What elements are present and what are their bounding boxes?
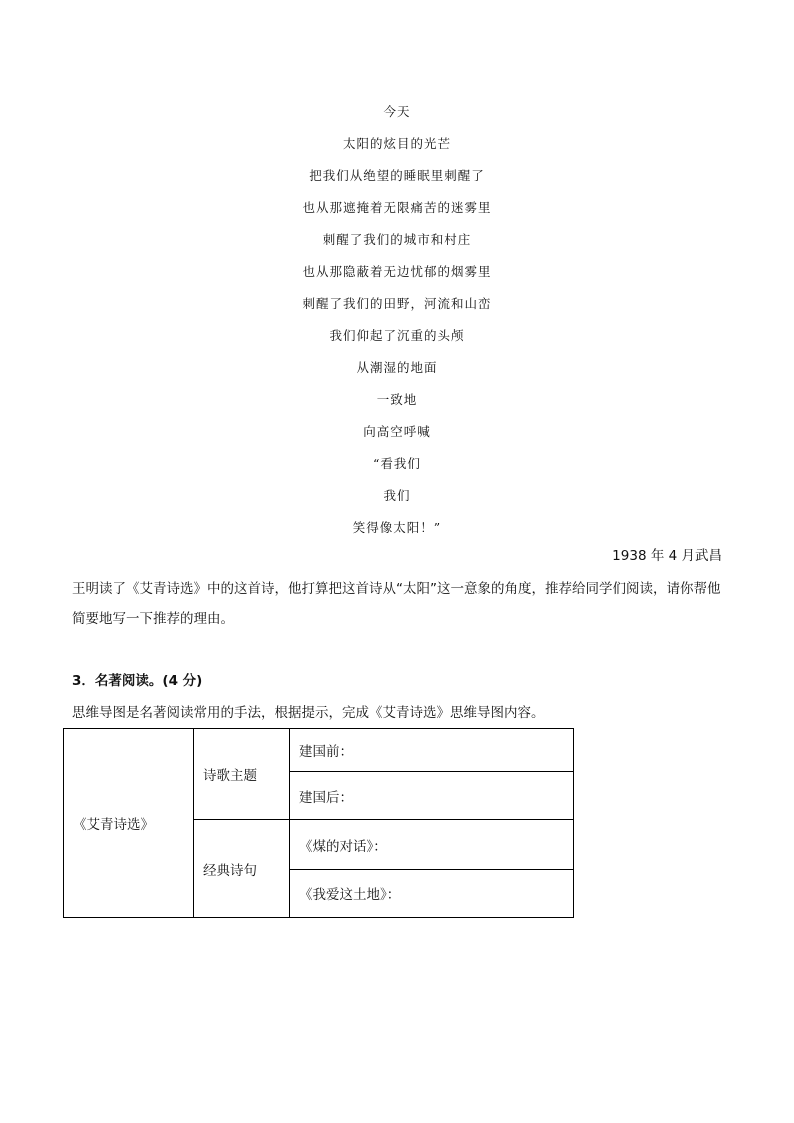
poem-line: 向高空呼喊 [363,424,431,439]
answer-cell-before-founding[interactable]: 建国前： [290,729,574,772]
poem-line: 我们 [383,488,411,503]
poem-line: 今天 [383,104,411,119]
mind-map-table [63,728,574,918]
answer-cell-coal-dialogue[interactable]: 《煤的对话》： [290,820,574,869]
poem-line: 太阳的炫目的光芒 [342,136,451,151]
poem-line: 从潮湿的地面 [356,360,438,375]
poem-line: 刺醒了我们的城市和村庄 [322,232,472,247]
question-3-instruction: 思维导图是名著阅读常用的手法，根据提示，完成《艾青诗选》思维导图内容。 [72,705,545,721]
poem-line: 刺醒了我们的田野，河流和山峦 [302,296,492,311]
poem-line: 也从那遮掩着无限痛苦的迷雾里 [302,200,492,215]
answer-cell-after-founding[interactable]: 建国后： [290,772,574,820]
question-2-text: 王明读了《艾青诗选》中的这首诗，他打算把这首诗从“太阳”这一意象的角度，推荐给同学们阅读，请你帮他简要地写一下推荐的理由。 [72,581,721,627]
poem-line: 把我们从绝望的睡眠里刺醒了 [309,168,485,183]
answer-cell-i-love-this-land[interactable]: 《我爱这土地》： [290,869,574,917]
poem-line: 我们仰起了沉重的头颅 [329,328,465,343]
book-title-cell: 《艾青诗选》 [64,729,194,918]
poem-line: 也从那隐蔽着无边忧郁的烟雾里 [302,264,492,279]
question-3-title: 3．名著阅读。(4 分) [72,673,203,689]
poem [0,96,794,544]
poem-line: “看我们 [373,456,421,471]
category-classic-lines-cell: 经典诗句 [194,820,290,918]
poem-date: 1938 年 4 月武昌 [612,548,722,564]
poem-line: 笑得像太阳！” [352,520,442,535]
poem-line: 一致地 [376,392,418,407]
category-theme-cell: 诗歌主题 [194,729,290,820]
